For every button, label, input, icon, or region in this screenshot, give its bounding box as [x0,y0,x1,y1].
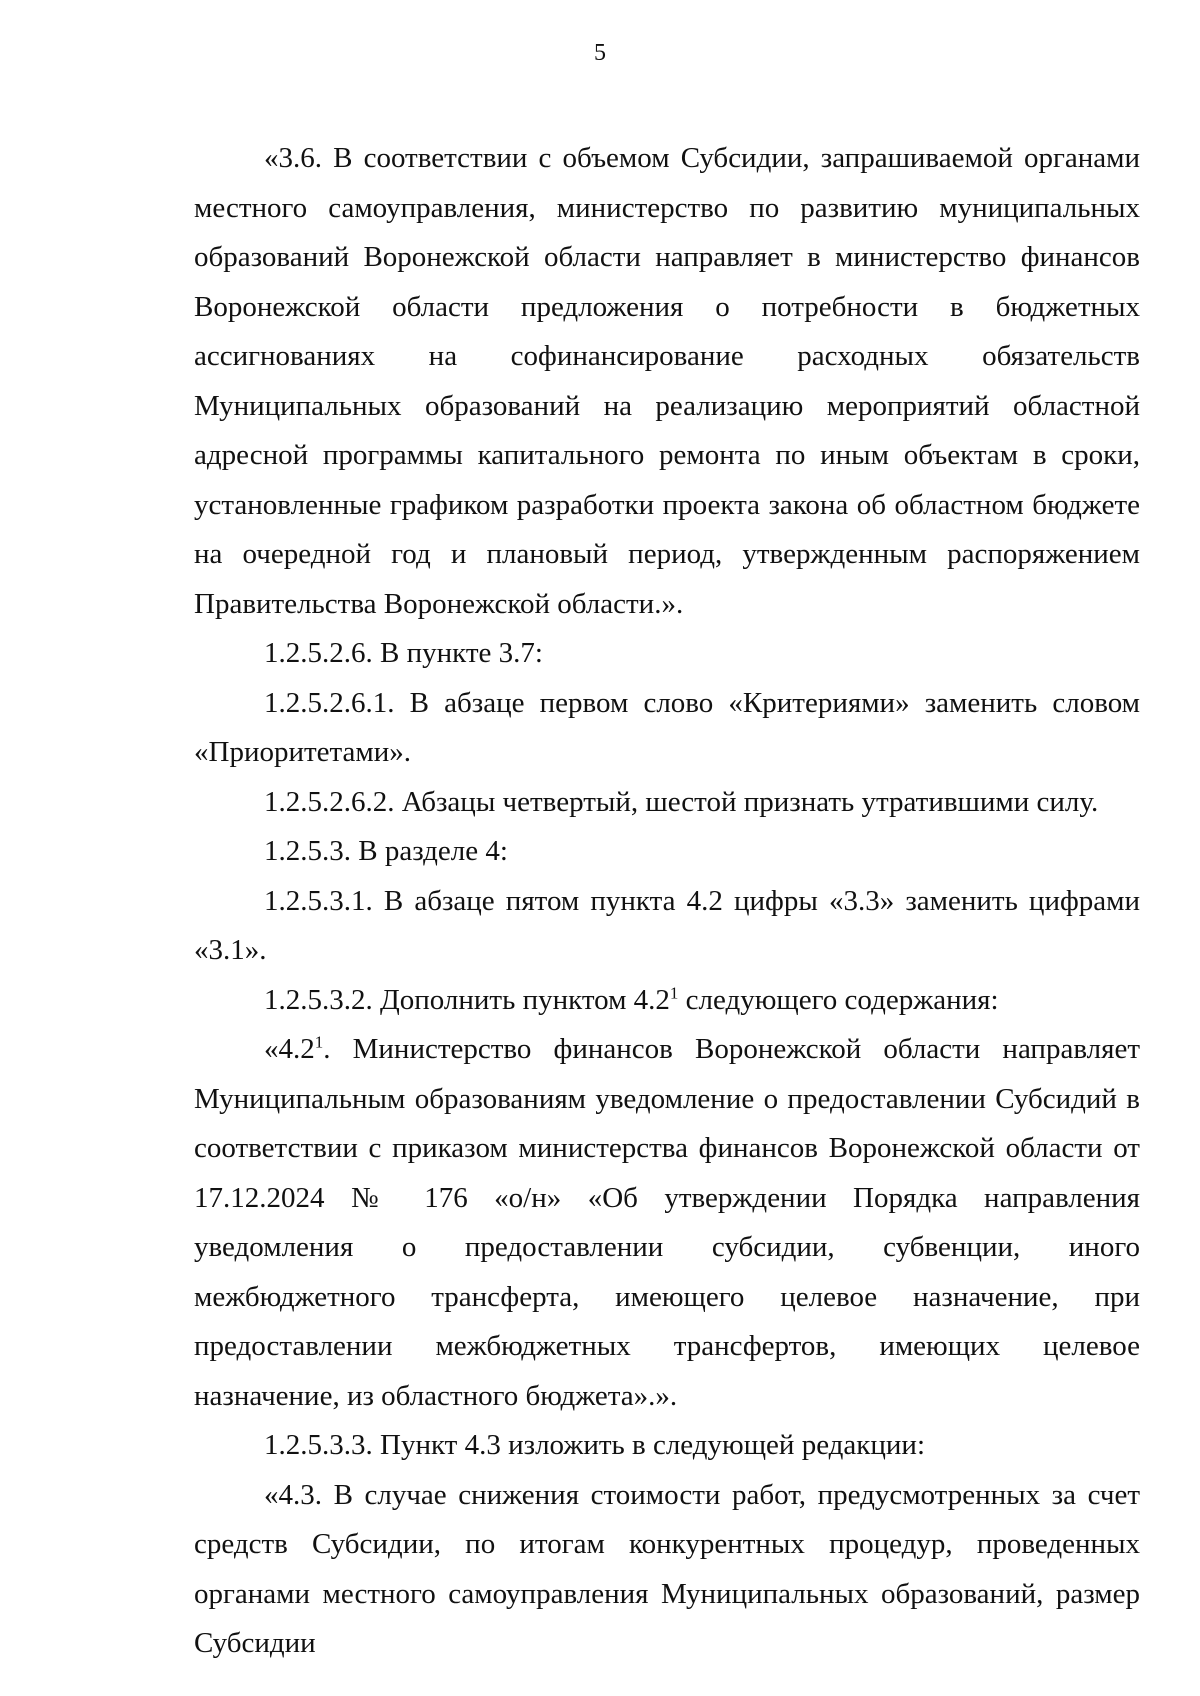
superscript: 1 [314,1032,324,1052]
paragraph-1-2-5-3: 1.2.5.3. В разделе 4: [264,835,508,867]
paragraph-text: «4.2 [264,1033,315,1065]
paragraph-1-2-5-2-6: 1.2.5.2.6. В пункте 3.7: [264,637,543,669]
paragraph-4-2-1 [194,1025,1140,1421]
paragraph-text: следующего содержания: [678,983,999,1016]
paragraph-text: 1.2.5.3.2. Дополнить пунктом 4.2 [264,983,670,1016]
paragraph-1-2-5-3-1: 1.2.5.3.1. В абзаце пятом пункта 4.2 цифры «3.3» заменить цифрами «3.1». [194,884,1140,966]
paragraph-1-2-5-3-3: 1.2.5.3.3. Пункт 4.3 изложить в следующей редакции: [264,1429,926,1461]
paragraph-1-2-5-2-6-2: 1.2.5.2.6.2. Абзацы четвертый, шестой признать утратившими силу. [264,785,1099,818]
paragraph-1-2-5-2-6-1: 1.2.5.2.6.1. В абзаце первом слово «Критериями» заменить словом «Приоритетами». [194,686,1140,768]
paragraph-text: . Министерство финансов Воронежской области направляет Муниципальным образованиям уведомление о предоставлении Субсидий в соответствии с приказом министерства финансов Воронежской области от 17.12.2024 № 176 «о/н» «Об утверждении Порядка направления уведомления о предоставлении субсидии, субвенции, иного межбюджетного трансферта, имеющего целевое назначение, при предоставлении межбюджетных трансфертов, имеющих целевое назначение, из областного бюджета».». [194,1033,1140,1412]
paragraph-1-2-5-3-2 [194,976,1140,1026]
paragraph-4-3: «4.3. В случае снижения стоимости работ, предусмотренных за счет средств Субсидии, по итогам конкурентных процедур, проведенных органами местного самоуправления Муниципальных образований, размер Субсидии [194,1478,1140,1659]
page-number: 5 [594,40,606,66]
paragraph-3-6: «3.6. В соответствии с объемом Субсидии, запрашиваемой органами местного самоуправления, министерство по развитию муниципальных образований Воронежской области направляет в министерство финансов Воронежской области предложения о потребности в бюджетных ассигнованиях на софинансирование расходных обязательств Муниципальных образований на реализацию мероприятий областной адресной программы капитального ремонта по иным объектам в сроки, установленные графиком разработки проекта закона об областном бюджете на очередной год и плановый период, утвержденным распоряжением Правительства Воронежской области.». [194,142,1140,620]
document-body [194,134,1140,1669]
superscript: 1 [669,982,679,1002]
